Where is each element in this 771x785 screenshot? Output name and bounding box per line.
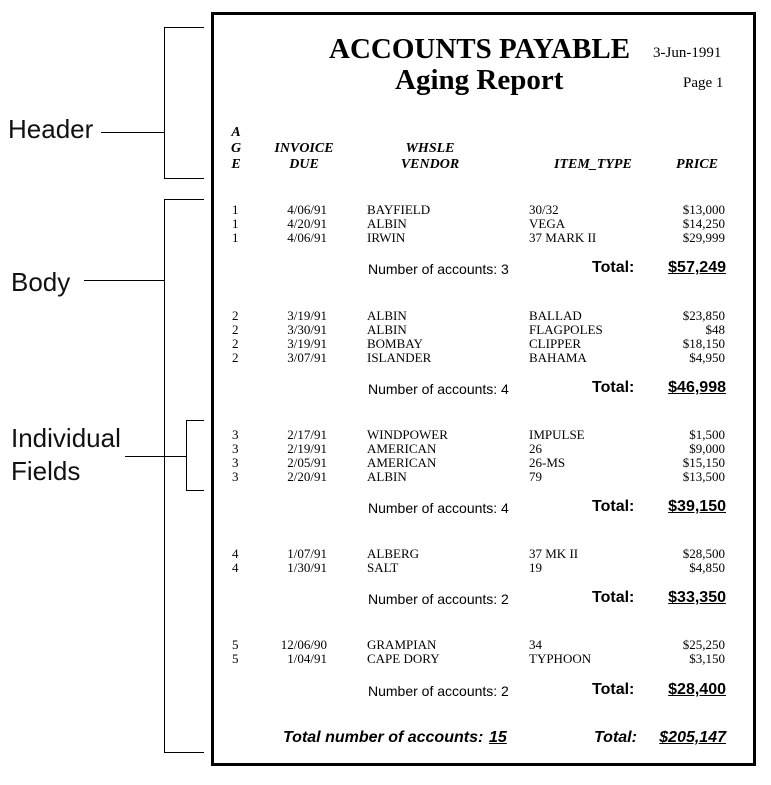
age-cell: 4	[232, 560, 239, 575]
group-total-label: Total:	[592, 498, 635, 515]
age-cell: 2	[232, 336, 239, 351]
vendor-cell: AMERICAN	[367, 455, 437, 470]
vendor-cell: IRWIN	[367, 230, 406, 245]
price-cell: $25,250	[682, 637, 725, 652]
fields-callout-leader	[125, 456, 186, 457]
due-cell: 1/04/91	[287, 651, 327, 666]
due-cell: 2/19/91	[287, 441, 327, 456]
price-cell: $1,500	[689, 427, 725, 442]
body-bracket-top	[164, 199, 204, 200]
price-cell: $4,850	[689, 560, 725, 575]
column-header-invoice-due-line-1: INVOICE	[274, 141, 334, 156]
grand-total-row	[214, 729, 753, 751]
vendor-cell: AMERICAN	[367, 441, 437, 456]
header-bracket-spine	[164, 27, 165, 179]
group-account-count: Number of accounts: 2	[368, 683, 509, 699]
due-cell: 2/20/91	[287, 469, 327, 484]
vendor-cell: SALT	[367, 560, 399, 575]
age-cell: 2	[232, 350, 239, 365]
column-header-price: PRICE	[676, 157, 719, 172]
column-header-invoice-due-line-2: DUE	[289, 157, 319, 172]
price-cell: $4,950	[689, 350, 725, 365]
age-cell: 1	[232, 202, 239, 217]
item-cell: 37 MK II	[529, 546, 579, 561]
age-cell: 2	[232, 308, 239, 323]
age-cell: 3	[232, 427, 239, 442]
due-cell: 1/30/91	[287, 560, 327, 575]
group-total-label: Total:	[592, 379, 635, 396]
header-bracket-bottom	[164, 178, 204, 179]
column-header-vendor	[390, 141, 470, 173]
group-total-value: $46,998	[668, 379, 726, 396]
age-cell: 3	[232, 455, 239, 470]
price-cell: $29,999	[682, 230, 725, 245]
report-title: ACCOUNTS PAYABLE	[329, 33, 631, 65]
fields-bracket-top	[186, 420, 204, 421]
item-cell: VEGA	[529, 216, 566, 231]
group-account-count: Number of accounts: 4	[368, 381, 509, 397]
vendor-cell: ALBIN	[367, 469, 407, 484]
vendor-cell: GRAMPIAN	[367, 637, 437, 652]
column-header-item-type: ITEM_TYPE	[554, 157, 632, 172]
group-account-count: Number of accounts: 4	[368, 500, 509, 516]
column-header-age-line-2: G	[230, 141, 242, 156]
header-bracket-top	[164, 27, 204, 28]
item-cell: 37 MARK II	[529, 230, 597, 245]
due-cell: 12/06/90	[280, 637, 327, 652]
header-callout-leader	[101, 132, 164, 133]
group-total-label: Total:	[592, 681, 635, 698]
body-callout-leader	[84, 280, 164, 281]
vendor-cell: ISLANDER	[367, 350, 432, 365]
price-cell: $28,500	[682, 546, 725, 561]
group-account-count: Number of accounts: 2	[368, 591, 509, 607]
column-header-age-line-1: A	[231, 125, 241, 140]
header-callout-label: Header	[8, 114, 94, 144]
age-cell: 4	[232, 546, 239, 561]
body-bracket-spine	[164, 199, 165, 752]
vendor-cell: ALBERG	[367, 546, 419, 561]
grand-total-count: 15	[489, 729, 507, 746]
due-cell: 2/05/91	[287, 455, 327, 470]
age-cell: 1	[232, 216, 239, 231]
item-cell: CLIPPER	[529, 336, 582, 351]
fields-bracket-spine	[186, 420, 187, 491]
column-header-vendor-line-2: VENDOR	[400, 157, 460, 172]
item-cell: BALLAD	[529, 308, 582, 323]
table-row	[214, 309, 753, 323]
report-subtitle: Aging Report	[395, 64, 564, 96]
due-cell: 3/19/91	[287, 308, 327, 323]
vendor-cell: ALBIN	[367, 308, 407, 323]
report-group	[214, 203, 753, 293]
report-group	[214, 428, 753, 523]
table-row	[214, 547, 753, 561]
item-cell: 26	[529, 441, 542, 456]
fields-bracket-bottom	[186, 490, 204, 491]
body-callout-label: Body	[11, 267, 71, 297]
report-page	[211, 12, 756, 766]
vendor-cell: ALBIN	[367, 216, 407, 231]
report-group	[214, 309, 753, 404]
price-cell: $3,150	[689, 651, 725, 666]
price-cell: $23,850	[682, 308, 725, 323]
price-cell: $9,000	[689, 441, 725, 456]
table-row	[214, 442, 753, 456]
item-cell: 26-MS	[529, 455, 566, 470]
table-row	[214, 456, 753, 470]
group-total-value: $28,400	[668, 681, 726, 698]
column-header-invoice-due	[266, 141, 342, 173]
table-row	[214, 638, 753, 652]
table-row	[214, 470, 753, 484]
table-row	[214, 323, 753, 337]
table-row	[214, 203, 753, 217]
grand-total-count-label: Total number of accounts:	[283, 729, 484, 746]
item-cell: 30/32	[529, 202, 559, 217]
price-cell: $13,000	[682, 202, 725, 217]
group-total-value: $39,150	[668, 498, 726, 515]
due-cell: 3/07/91	[287, 350, 327, 365]
report-page-number: Page 1	[683, 75, 724, 91]
item-cell: TYPHOON	[529, 651, 592, 666]
fields-callout-label-1: Individual	[11, 423, 121, 453]
price-cell: $13,500	[682, 469, 725, 484]
column-header-age	[228, 125, 244, 173]
group-account-count: Number of accounts: 3	[368, 261, 509, 277]
column-header-age-line-3: E	[231, 157, 241, 172]
table-row	[214, 217, 753, 231]
group-total-value: $33,350	[668, 589, 726, 606]
due-cell: 3/19/91	[287, 336, 327, 351]
price-cell: $14,250	[682, 216, 725, 231]
vendor-cell: CAPE DORY	[367, 651, 440, 666]
due-cell: 2/17/91	[287, 427, 327, 442]
due-cell: 3/30/91	[287, 322, 327, 337]
grand-total-value: $205,147	[659, 729, 726, 746]
due-cell: 1/07/91	[287, 546, 327, 561]
grand-total-label: Total:	[594, 729, 637, 746]
item-cell: 79	[529, 469, 542, 484]
vendor-cell: BOMBAY	[367, 336, 423, 351]
price-cell: $18,150	[682, 336, 725, 351]
table-row	[214, 652, 753, 666]
group-total-label: Total:	[592, 259, 635, 276]
age-cell: 5	[232, 637, 239, 652]
column-header-vendor-line-1: WHSLE	[405, 141, 455, 156]
item-cell: 19	[529, 560, 542, 575]
item-cell: FLAGPOLES	[529, 322, 603, 337]
report-date: 3-Jun-1991	[653, 45, 722, 61]
price-cell: $15,150	[682, 455, 725, 470]
age-cell: 5	[232, 651, 239, 666]
item-cell: BAHAMA	[529, 350, 587, 365]
fields-callout-label-2: Fields	[11, 456, 81, 486]
due-cell: 4/06/91	[287, 230, 327, 245]
vendor-cell: ALBIN	[367, 322, 407, 337]
vendor-cell: WINDPOWER	[367, 427, 448, 442]
age-cell: 2	[232, 322, 239, 337]
due-cell: 4/06/91	[287, 202, 327, 217]
group-total-label: Total:	[592, 589, 635, 606]
age-cell: 3	[232, 469, 239, 484]
group-total-value: $57,249	[668, 259, 726, 276]
report-group	[214, 547, 753, 617]
item-cell: IMPULSE	[529, 427, 585, 442]
table-row	[214, 351, 753, 365]
item-cell: 34	[529, 637, 542, 652]
vendor-cell: BAYFIELD	[367, 202, 431, 217]
body-bracket-bottom	[164, 752, 204, 753]
table-row	[214, 231, 753, 245]
price-cell: $48	[705, 322, 725, 337]
table-row	[214, 337, 753, 351]
table-row	[214, 561, 753, 575]
age-cell: 3	[232, 441, 239, 456]
table-row	[214, 428, 753, 442]
age-cell: 1	[232, 230, 239, 245]
report-group	[214, 638, 753, 708]
due-cell: 4/20/91	[287, 216, 327, 231]
